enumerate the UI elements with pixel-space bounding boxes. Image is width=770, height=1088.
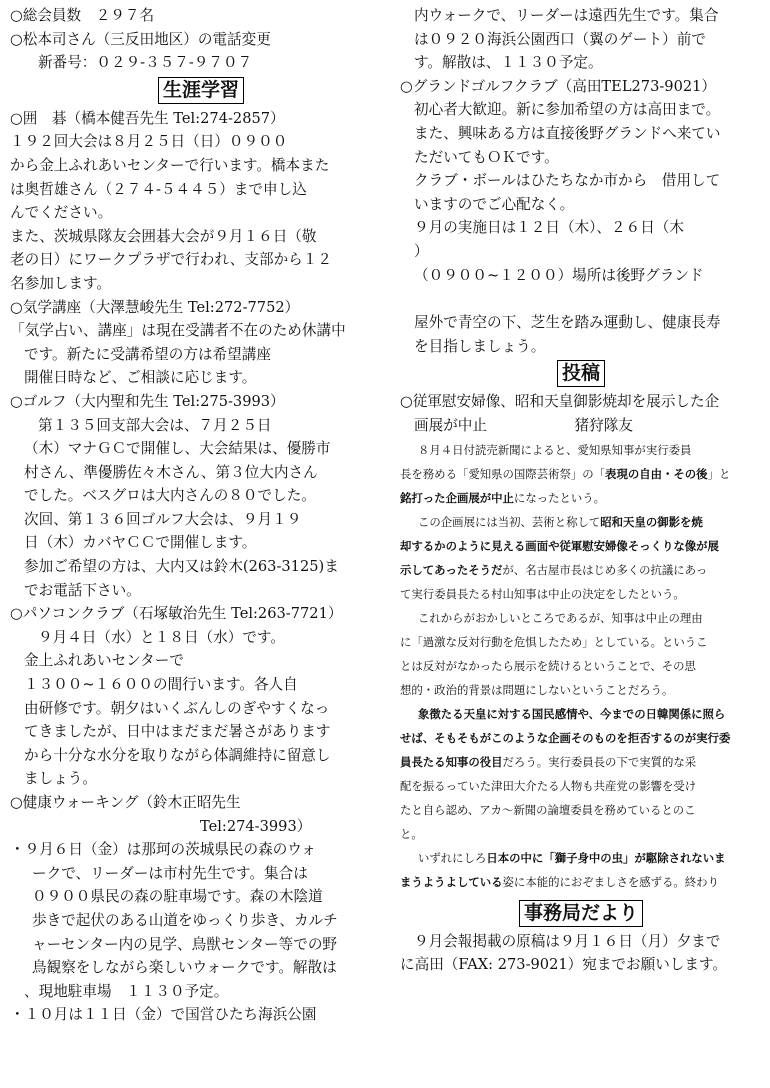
golf-line: 第１３５回支部大会は、７月２５日 <box>38 416 272 434</box>
go-club-line: また、茨城県隊友会囲碁大会が９月１６日（敬 <box>10 227 317 245</box>
article-text: になったという。 <box>513 490 606 505</box>
article-line: に「過激な反対行動を危惧したため」としている。というこ <box>400 634 708 649</box>
golf-line: でお電話下さい。 <box>24 581 141 599</box>
golf-line: （木）マナＧＣで開催し、大会結果は、優勝市 <box>24 440 331 458</box>
article-bold-text: せば、そもそもがこのような企画そのものを拒否するのが実行委 <box>400 730 731 745</box>
article-line <box>400 486 762 510</box>
go-club-line: んでください。 <box>10 204 113 222</box>
contribution-heading: 投稿 <box>557 360 605 387</box>
ground-golf-line: 屋外で青空の下、芝生を踏み運動し、健康長寿 <box>414 314 721 332</box>
pc-club-line: ましょう。 <box>24 770 97 788</box>
office-news-line: ９月会報掲載の原稿は９月１６日（月）夕まで <box>414 932 721 950</box>
article-line <box>400 462 762 486</box>
office-news-heading: 事務局だより <box>519 900 643 927</box>
spacer <box>400 287 762 311</box>
walking-bullet-1: ・９月６日（金）は那珂の茨城県民の森のウォ <box>10 841 316 859</box>
golf-line: 次回、第１３６回ゴルフ大会は、９月１９ <box>24 510 302 528</box>
article-line <box>400 534 762 558</box>
article-title: ○従軍慰安婦像、昭和天皇御影焼却を展示した企 <box>400 393 720 411</box>
article-bold-text: まうようよしている <box>400 874 503 889</box>
right-column <box>396 0 770 1088</box>
article-line <box>400 510 762 534</box>
walking-tel: Tel:274-3993） <box>200 817 312 835</box>
article-line <box>400 558 762 582</box>
walking-bullet-line: ャーセンター内の見学、鳥獣センター等での野 <box>32 935 338 953</box>
phone-change-notice: ○松本司さん（三反田地区）の電話変更 <box>10 30 271 48</box>
article-bold-text: 員長たる知事の役目 <box>400 754 503 769</box>
article-bold-text: 銘打った企画展が中止 <box>400 490 514 505</box>
pc-club-line: てきましたが、日中はまだまだ暑さがあります <box>24 723 331 741</box>
article-bold-text: 象徴たる天皇に対する国民感情や、今までの日韓関係に照ら <box>418 706 726 721</box>
article-line: これからがおかしいところであるが、知事は中止の理由 <box>418 610 703 625</box>
kigaku-line: 開催日時など、ご相談に応じます。 <box>24 369 257 387</box>
article-line: とは反対がなかったら展示を続けるということで、その思 <box>400 658 696 673</box>
ground-golf-line: を目指しましょう。 <box>414 337 546 355</box>
ground-golf-line: いますのでご心配なく。 <box>414 195 575 213</box>
article-bold-text: 却するかのように見える画面や従軍慰安婦像そっくりな像が展 <box>400 538 719 553</box>
go-club-line: から金上ふれあいセンターで行います。橋本また <box>10 156 330 174</box>
article-line <box>400 750 762 774</box>
ground-golf-line: また、興味ある方は直接後野グランドへ来てい <box>414 124 721 142</box>
ground-golf-line: ただいてもＯＫです。 <box>414 148 559 166</box>
walking-bullet-line: 鳥観察をしながら楽しいウォークです。解散は <box>32 959 337 977</box>
article-line <box>400 702 762 726</box>
walking-heading: ○健康ウォーキング（鈴木正昭先生 <box>10 794 241 811</box>
article-line: ８月４日付読売新聞によると、愛知県知事が実行委員 <box>418 442 692 457</box>
pc-club-line: から十分な水分を取りながら体調維持に留意し <box>24 746 331 764</box>
article-text: が、名古屋市長はじめ多くの抗議にあっ <box>502 562 708 577</box>
pc-club-line: 金上ふれあいセンターで <box>24 652 184 670</box>
go-club-heading: ○囲 碁（橋本健吾先生 Tel:274-2857） <box>10 109 285 127</box>
contribution-heading-wrap <box>400 358 762 390</box>
article-text: 」と <box>707 466 731 481</box>
go-club-line: は奥哲雄さん（２７４-５４４５）まで申し込 <box>10 180 307 198</box>
article-bold-text: 示してあったそうだ <box>400 562 503 577</box>
walking-continued: す。解散は、１１３０予定。 <box>414 54 603 72</box>
pc-club-line: ９月４日（水）と１８日（水）です。 <box>38 628 285 646</box>
go-club-line: 名参加します。 <box>10 274 111 292</box>
kigaku-heading: ○気学講座（大澤慧峻先生 Tel:272-7752） <box>10 298 300 316</box>
walking-continued: 内ウォークで、リーダーは遠西先生です。集合 <box>414 7 719 24</box>
golf-line: 参加ご希望の方は、大内又は鈴木(263-3125)ま <box>24 558 339 576</box>
walking-bullet-line: ０９００県民の森の駐車場です。森の木陰道 <box>32 888 323 906</box>
article-line: 想的・政治的背景は問題にしないということだろう。 <box>400 682 674 697</box>
article-line: て実行委員長たる村山知事は中止の決定をしたという。 <box>400 586 685 601</box>
article-text: この企画展には当初、芸術と称して <box>418 514 601 529</box>
lifelong-learning-heading-wrap <box>10 75 392 107</box>
kigaku-line: 「気学占い、講座」は現在受講者不在のため休講中 <box>10 322 346 340</box>
article-line <box>400 726 762 750</box>
article-text: いずれにしろ <box>418 850 487 865</box>
walking-bullet-line: 歩きで起伏のある山道をゆっくり歩き、カルチ <box>32 911 338 929</box>
golf-line: 村さん、準優勝佐々木さん、第３位大内さん <box>24 463 318 481</box>
article-line: 配を振るっていた津田大介たる人物も共産党の影響を受け <box>400 778 697 793</box>
go-club-line: 老の日）にワークプラザで行われ、支部から１２ <box>10 251 332 269</box>
golf-line: でした。ベスグロは大内さんの８０でした。 <box>24 487 316 505</box>
kigaku-line: です。新たに受講希望の方は希望講座 <box>24 345 271 363</box>
office-news-line: に高田（FAX: 273-9021）宛までお願いします。 <box>400 956 728 974</box>
article-text: だろう。実行委員長の下で実質的な采 <box>502 754 697 769</box>
lifelong-learning-heading: 生涯学習 <box>158 77 244 104</box>
pc-club-line: １３００~１６００の間行います。各人自 <box>24 676 298 694</box>
member-count: ○総会員数 ２９７名 <box>10 7 155 24</box>
go-club-line: １９２回大会は８月２５日（日）０９００ <box>10 133 288 151</box>
office-news-heading-wrap <box>400 894 762 930</box>
walking-bullet-line: ークで、リーダーは市村先生です。集合は <box>32 864 308 882</box>
golf-line: 日（木）カバヤＣＣで開催します。 <box>24 534 257 552</box>
ground-golf-line: ） <box>414 242 429 260</box>
article-line: たと自ら認め、アカ～新聞の論壇委員を務めているとのこ <box>400 802 696 817</box>
article-text: 長を務める「愛知県の国際芸術祭」の「 <box>400 466 606 481</box>
walking-bullet-2: ・１０月は１１日（金）で国営ひたち海浜公園 <box>10 1006 317 1024</box>
ground-golf-line: クラブ・ボールはひたちなか市から 借用して <box>414 172 721 190</box>
ground-golf-heading: ○グランドゴルフクラブ（高田TEL273-9021） <box>400 77 717 95</box>
golf-heading: ○ゴルフ（大内聖和先生 Tel:275-3993） <box>10 392 285 410</box>
ground-golf-line: ９月の実施日は１２日（木）、２６日（木 <box>414 219 684 237</box>
walking-continued: は０９２０海浜公園西口（翼のゲート）前で <box>414 30 706 48</box>
new-phone-number: 新番号：０２９-３５７-９７０７ <box>38 54 253 72</box>
pc-club-heading: ○パソコンクラブ（石塚敏治先生 Tel:263-7721） <box>10 605 343 623</box>
ground-golf-line: 初心者大歓迎。新に参加希望の方は高田まで。 <box>414 101 721 119</box>
walking-bullet-line: 、現地駐車場 １１３０予定。 <box>24 982 229 1000</box>
article-title-author: 画展が中止 猪狩隊友 <box>414 416 633 434</box>
article-line <box>400 870 762 894</box>
article-line <box>400 846 762 870</box>
article-bold-text: 日本の中に「獅子身中の虫」が駆除されないま <box>486 850 726 865</box>
article-bold-text: 昭和天皇の御影を焼 <box>600 514 703 529</box>
ground-golf-line: （０９００~１２００）場所は後野グランド <box>414 266 704 284</box>
pc-club-line: 由研修です。朝夕はいくぶんしのぎやすくなっ <box>24 699 330 717</box>
article-text: 姿に本能的におぞましさを感ずる。終わり <box>502 874 719 889</box>
article-line: と。 <box>400 826 423 841</box>
article-bold-text: 表現の自由・その後 <box>605 466 708 481</box>
